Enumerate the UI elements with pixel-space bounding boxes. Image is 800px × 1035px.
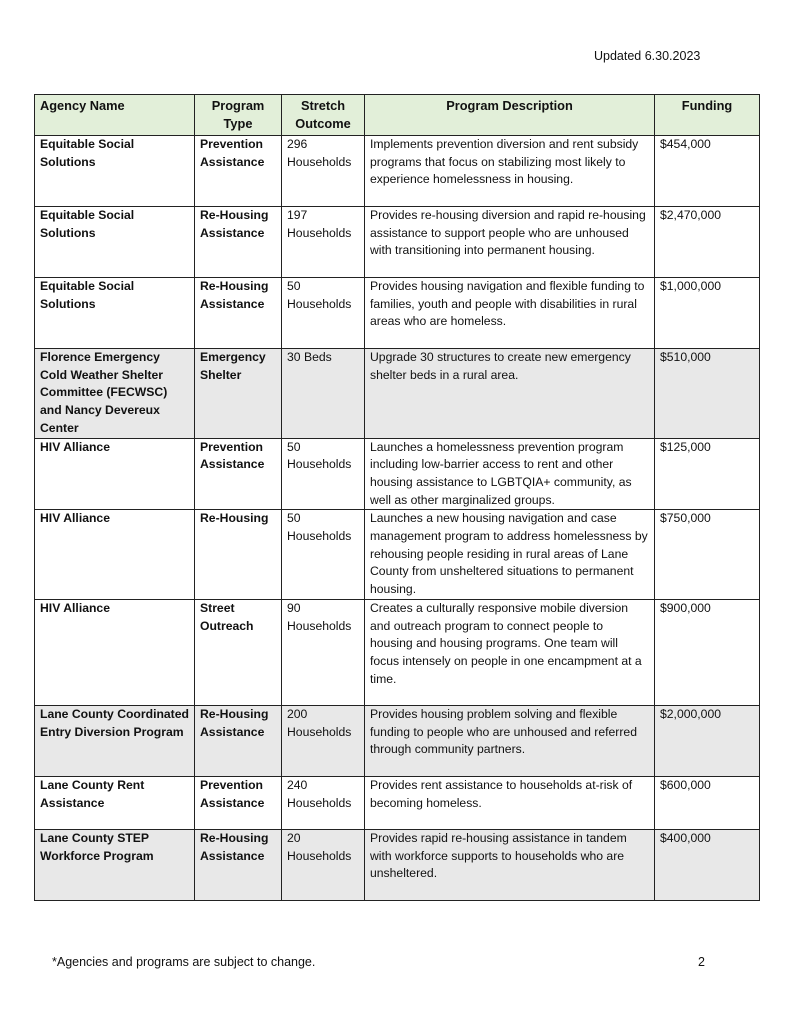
- program-description: Provides rent assistance to households at-risk of becoming homeless.: [365, 776, 655, 829]
- program-type: Emergency Shelter: [195, 349, 282, 439]
- agency-name: Lane County Rent Assistance: [35, 776, 195, 829]
- stretch-outcome: 50 Households: [282, 278, 365, 349]
- program-description: Implements prevention diversion and rent subsidy programs that focus on stabilizing most likely to experience homelessness in housing.: [365, 136, 655, 207]
- stretch-outcome: 240 Households: [282, 776, 365, 829]
- column-header-program-type: Program Type: [195, 95, 282, 136]
- table-header-row: [35, 95, 760, 136]
- funding-amount: $125,000: [655, 438, 760, 510]
- funding-amount: $454,000: [655, 136, 760, 207]
- program-type: Re-Housing: [195, 510, 282, 600]
- column-header-funding: Funding: [655, 95, 760, 136]
- program-type: Prevention Assistance: [195, 438, 282, 510]
- agency-name: Equitable Social Solutions: [35, 207, 195, 278]
- agency-name: Equitable Social Solutions: [35, 136, 195, 207]
- funding-amount: $600,000: [655, 776, 760, 829]
- program-description: Creates a culturally responsive mobile diversion and outreach program to connect people to housing and housing programs. One team will focus intensely on people in one encampment at a time.: [365, 599, 655, 705]
- funding-amount: $750,000: [655, 510, 760, 600]
- funding-amount: $510,000: [655, 349, 760, 439]
- stretch-outcome: 197 Households: [282, 207, 365, 278]
- table-row: [35, 510, 760, 600]
- funding-amount: $1,000,000: [655, 278, 760, 349]
- table-row: [35, 349, 760, 439]
- table-row: [35, 776, 760, 829]
- agency-name: HIV Alliance: [35, 599, 195, 705]
- funding-amount: $2,000,000: [655, 705, 760, 776]
- program-description: Launches a homelessness prevention program including low-barrier access to rent and other housing assistance to LGBTQIA+ community, as well as other marginalized groups.: [365, 438, 655, 510]
- column-header-stretch-outcome: Stretch Outcome: [282, 95, 365, 136]
- agency-name: HIV Alliance: [35, 438, 195, 510]
- agency-name: Florence Emergency Cold Weather Shelter Committee (FECWSC) and Nancy Devereux Center: [35, 349, 195, 439]
- page-number: 2: [698, 955, 705, 969]
- program-type: Prevention Assistance: [195, 776, 282, 829]
- stretch-outcome: 30 Beds: [282, 349, 365, 439]
- program-type: Re-Housing Assistance: [195, 278, 282, 349]
- updated-date: Updated 6.30.2023: [594, 49, 701, 63]
- footnote: *Agencies and programs are subject to change.: [52, 955, 316, 969]
- program-description: Provides housing problem solving and flexible funding to people who are unhoused and referred through community partners.: [365, 705, 655, 776]
- stretch-outcome: 200 Households: [282, 705, 365, 776]
- table-row: [35, 829, 760, 900]
- column-header-description: Program Description: [365, 95, 655, 136]
- table-row: [35, 599, 760, 705]
- stretch-outcome: 50 Households: [282, 510, 365, 600]
- program-description: Provides housing navigation and flexible funding to families, youth and people with disabilities in rural areas who are homeless.: [365, 278, 655, 349]
- funding-amount: $900,000: [655, 599, 760, 705]
- table-row: [35, 207, 760, 278]
- stretch-outcome: 20 Households: [282, 829, 365, 900]
- funding-amount: $2,470,000: [655, 207, 760, 278]
- funding-table: [34, 94, 760, 901]
- column-header-agency: Agency Name: [35, 95, 195, 136]
- agency-name: Lane County Coordinated Entry Diversion Program: [35, 705, 195, 776]
- funding-amount: $400,000: [655, 829, 760, 900]
- program-description: Upgrade 30 structures to create new emergency shelter beds in a rural area.: [365, 349, 655, 439]
- table-row: [35, 438, 760, 510]
- table-row: [35, 136, 760, 207]
- program-type: Street Outreach: [195, 599, 282, 705]
- program-description: Provides rapid re-housing assistance in tandem with workforce supports to households who are unsheltered.: [365, 829, 655, 900]
- program-type: Re-Housing Assistance: [195, 207, 282, 278]
- table-row: [35, 705, 760, 776]
- agency-name: HIV Alliance: [35, 510, 195, 600]
- stretch-outcome: 296 Households: [282, 136, 365, 207]
- program-type: Prevention Assistance: [195, 136, 282, 207]
- table-row: [35, 278, 760, 349]
- stretch-outcome: 50 Households: [282, 438, 365, 510]
- program-description: Launches a new housing navigation and case management program to address homelessness by rehousing people residing in rural areas of Lane County from unsheltered situations to permanent housing.: [365, 510, 655, 600]
- program-description: Provides re-housing diversion and rapid re-housing assistance to support people who are unhoused with transitioning into permanent housing.: [365, 207, 655, 278]
- program-type: Re-Housing Assistance: [195, 829, 282, 900]
- agency-name: Equitable Social Solutions: [35, 278, 195, 349]
- agency-name: Lane County STEP Workforce Program: [35, 829, 195, 900]
- stretch-outcome: 90 Households: [282, 599, 365, 705]
- program-type: Re-Housing Assistance: [195, 705, 282, 776]
